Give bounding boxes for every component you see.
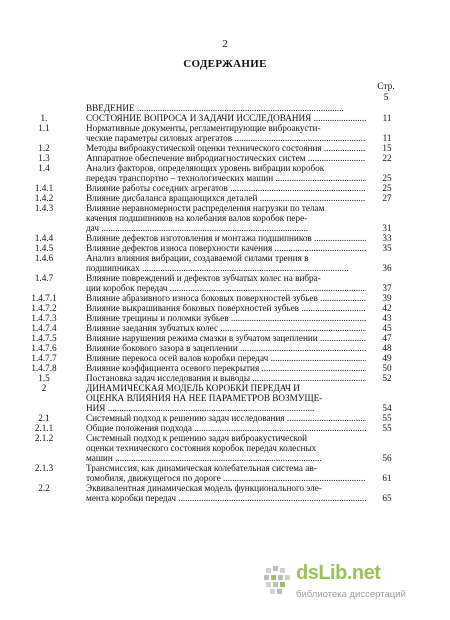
toc-row	[0, 233, 450, 243]
toc-row	[0, 273, 450, 283]
watermark-logo: dsLib.net	[296, 562, 381, 584]
page-column-header	[366, 82, 406, 104]
toc-row	[0, 463, 450, 473]
toc-row-number: 1.4.1	[34, 183, 54, 193]
toc-row-page: 50	[382, 363, 392, 373]
toc-row	[0, 453, 450, 463]
toc-row-page: 36	[382, 263, 392, 273]
toc-row	[0, 283, 450, 293]
toc-row	[0, 473, 450, 483]
toc-row-title: мента коробки передач .....	[86, 493, 366, 503]
toc-row-title: Влияние повреждений и дефектов зубчатых колес на вибра-	[86, 273, 321, 283]
toc-row-title: Влияние неравномерности распределения нагрузки по телам	[86, 203, 325, 213]
toc-row-number: 1.5	[38, 373, 50, 383]
toc-row	[0, 373, 450, 383]
toc-row-number: 1.4.7.7	[31, 353, 57, 363]
toc-row-number: 1.4.6	[34, 253, 54, 263]
toc-row-title: Нормативные документы, регламентирующие виброакусти-	[86, 123, 321, 133]
toc-row-page: 56	[382, 453, 392, 463]
toc-row-title: Трансмиссия, как динамическая колебательная система ав-	[86, 463, 317, 473]
toc-row-number: 1.3	[38, 153, 50, 163]
toc-row-title: Влияние дефектов изготовления и монтажа подшипников .....	[86, 233, 366, 243]
toc-row-page: 55	[382, 413, 392, 423]
dslib-watermark	[262, 562, 412, 604]
toc-row-page: 33	[382, 233, 392, 243]
toc-row-page: 39	[382, 293, 392, 303]
toc-row	[0, 173, 450, 183]
toc-row-number: 1.4.7.3	[31, 313, 57, 323]
toc-row-page: 49	[382, 353, 392, 363]
toc-row-title: Влияние работы соседних агрегатов .....	[86, 183, 366, 193]
toc-row-title: Влияние дисбаланса вращающихся деталей .....	[86, 193, 366, 203]
toc-row-number: 2.1	[38, 413, 50, 423]
toc-row	[0, 343, 450, 353]
toc-row	[0, 193, 450, 203]
toc-row-page: 31	[382, 223, 392, 233]
toc-row-page: 43	[382, 313, 392, 323]
toc-row	[0, 293, 450, 303]
toc-row-page: 65	[382, 493, 392, 503]
toc-row-page: 27	[382, 193, 392, 203]
toc-row-number: 1.4.4	[34, 233, 54, 243]
toc-row	[0, 353, 450, 363]
toc-row	[0, 263, 450, 273]
toc-row	[0, 423, 450, 433]
toc-row-title: томобиля, движущегося по дороге .....	[86, 473, 366, 483]
toc-row	[0, 113, 450, 123]
toc-row-title: передач транспортно – технологических машин .....	[86, 173, 366, 183]
toc-row-title: Влияние коэффициента осевого перекрытия .....	[86, 363, 366, 373]
toc-row-title: Эквивалентная динамическая модель функционального эле-	[86, 483, 322, 493]
toc-row-page: 25	[382, 173, 392, 183]
toc-row-title: Аппаратное обеспечение вибродиагностических систем .....	[86, 153, 366, 163]
toc-row-number: 1.4.7.5	[31, 333, 57, 343]
toc-row-title: Влияние нарушения режима смазки в зубчатом зацеплении .....	[86, 333, 366, 343]
toc-row-page: 11	[382, 113, 392, 123]
toc-row-page: 52	[382, 373, 392, 383]
toc-row	[0, 253, 450, 263]
toc-row-title: Общие положения подхода .....	[86, 423, 366, 433]
toc-row-title: дач .....	[86, 223, 366, 233]
toc-row	[0, 333, 450, 343]
toc-row-title: оценки технического состояния коробок передач колесных	[86, 443, 317, 453]
toc-row-title: Системный подход к решению задач исследования .....	[86, 413, 366, 423]
toc-row-page: 54	[382, 403, 392, 413]
toc-row-number: 1.4	[38, 163, 50, 173]
toc-row-number: 2	[41, 383, 47, 393]
toc-row-title: ОЦЕНКА ВЛИЯНИЯ НА НЕЕ ПАРАМЕТРОВ ВОЗМУЩЕ-	[86, 393, 323, 403]
toc-row	[0, 203, 450, 213]
toc-row-title: ДИНАМИЧЕСКАЯ МОДЕЛЬ КОРОБКИ ПЕРЕДАЧ И	[86, 383, 300, 393]
toc-row-number: 1.4.2	[34, 193, 54, 203]
toc-row-title: НИЯ .....	[86, 403, 366, 413]
toc-row	[0, 133, 450, 143]
toc-row-number: 2.2	[38, 483, 50, 493]
toc-row-page: 47	[382, 333, 392, 343]
toc-row-title: Системный подход к решению задач виброакустической	[86, 433, 308, 443]
toc-row	[0, 403, 450, 413]
toc-row	[0, 323, 450, 333]
toc-row-title: ВВЕДЕНИЕ .....	[86, 103, 366, 113]
toc-row-title: Анализ влияния вибрации, создаваемой силами трения в	[86, 253, 309, 263]
toc-row-title: подшипниках .....	[86, 263, 366, 273]
toc-row-page: 15	[382, 143, 392, 153]
toc-row	[0, 393, 450, 403]
toc-row	[0, 493, 450, 503]
table-of-contents	[0, 103, 450, 503]
intro-page-number: 5	[383, 93, 389, 103]
toc-row	[0, 183, 450, 193]
dslib-logo-icon	[262, 564, 292, 600]
toc-row-number: 2.1.3	[34, 463, 54, 473]
toc-row	[0, 433, 450, 443]
contents-heading: СОДЕРЖАНИЕ	[183, 58, 267, 70]
toc-row	[0, 443, 450, 453]
toc-row-page: 37	[382, 283, 392, 293]
toc-row	[0, 213, 450, 223]
toc-row-number: 1.1	[38, 123, 50, 133]
toc-row-title: Влияние трещины и поломки зубьев .....	[86, 313, 366, 323]
toc-row	[0, 243, 450, 253]
toc-row-number: 1.4.7.8	[31, 363, 57, 373]
page-column-label: Стр.	[377, 82, 395, 92]
toc-row-page: 35	[382, 243, 392, 253]
toc-row	[0, 483, 450, 493]
toc-row-page: 45	[382, 323, 392, 333]
toc-row-number: 1.4.7	[34, 273, 54, 283]
toc-row	[0, 123, 450, 133]
toc-row	[0, 303, 450, 313]
toc-row-page: 42	[382, 303, 392, 313]
toc-row	[0, 103, 450, 113]
toc-row-page: 11	[382, 133, 392, 143]
toc-row-page: 22	[382, 153, 392, 163]
toc-row-title: ческие параметры силовых агрегатов .....	[86, 133, 366, 143]
toc-row-page: 55	[382, 423, 392, 433]
toc-row	[0, 383, 450, 393]
toc-row-title: Методы виброакустической оценки технического состояния .....	[86, 143, 366, 153]
toc-row-title: Влияние заедания зубчатых колес .....	[86, 323, 366, 333]
toc-row	[0, 313, 450, 323]
toc-row-number: 1.2	[38, 143, 50, 153]
toc-row-number: 1.4.5	[34, 243, 54, 253]
toc-row-number: 1.4.7.2	[31, 303, 57, 313]
toc-row-title: Влияние выкрашивания боковых поверхностей зубьев .....	[86, 303, 366, 313]
toc-row-title: Анализ факторов, определяющих уровень вибрации коробок	[86, 163, 325, 173]
toc-row-page: 61	[382, 473, 392, 483]
page-number: 2	[222, 38, 228, 50]
toc-row-title: ции коробок передач .....	[86, 283, 366, 293]
toc-row-number: 1.4.3	[34, 203, 54, 213]
toc-row-page: 48	[382, 343, 392, 353]
toc-row-title: Влияние дефектов износа поверхности качения .....	[86, 243, 366, 253]
toc-row	[0, 413, 450, 423]
toc-row-title: машин .....	[86, 453, 366, 463]
toc-row	[0, 143, 450, 153]
watermark-subtitle: библиотека диссертаций	[296, 589, 406, 600]
toc-row-number: 1.	[40, 113, 48, 123]
toc-row	[0, 163, 450, 173]
toc-row-title: Влияние бокового зазора в зацеплении .....	[86, 343, 366, 353]
toc-row-number: 1.4.7.4	[31, 323, 57, 333]
toc-row-title: Влияние перекоса осей валов коробки передач .....	[86, 353, 366, 363]
toc-row-number: 2.1.1	[34, 423, 54, 433]
toc-row-title: Постановка задач исследования и выводы .....	[86, 373, 366, 383]
toc-row-page: 25	[382, 183, 392, 193]
toc-row	[0, 363, 450, 373]
toc-row-title: СОСТОЯНИЕ ВОПРОСА И ЗАДАЧИ ИССЛЕДОВАНИЯ .....	[86, 113, 366, 123]
toc-row-number: 2.1.2	[34, 433, 54, 443]
toc-row	[0, 223, 450, 233]
toc-row-title: Влияние абразивного износа боковых поверхностей зубьев .....	[86, 293, 366, 303]
toc-row-number: 1.4.7.1	[31, 293, 57, 303]
toc-row-title: качения подшипников на колебания валов коробок пере-	[86, 213, 308, 223]
toc-row	[0, 153, 450, 163]
toc-row-number: 1.4.7.6	[31, 343, 57, 353]
